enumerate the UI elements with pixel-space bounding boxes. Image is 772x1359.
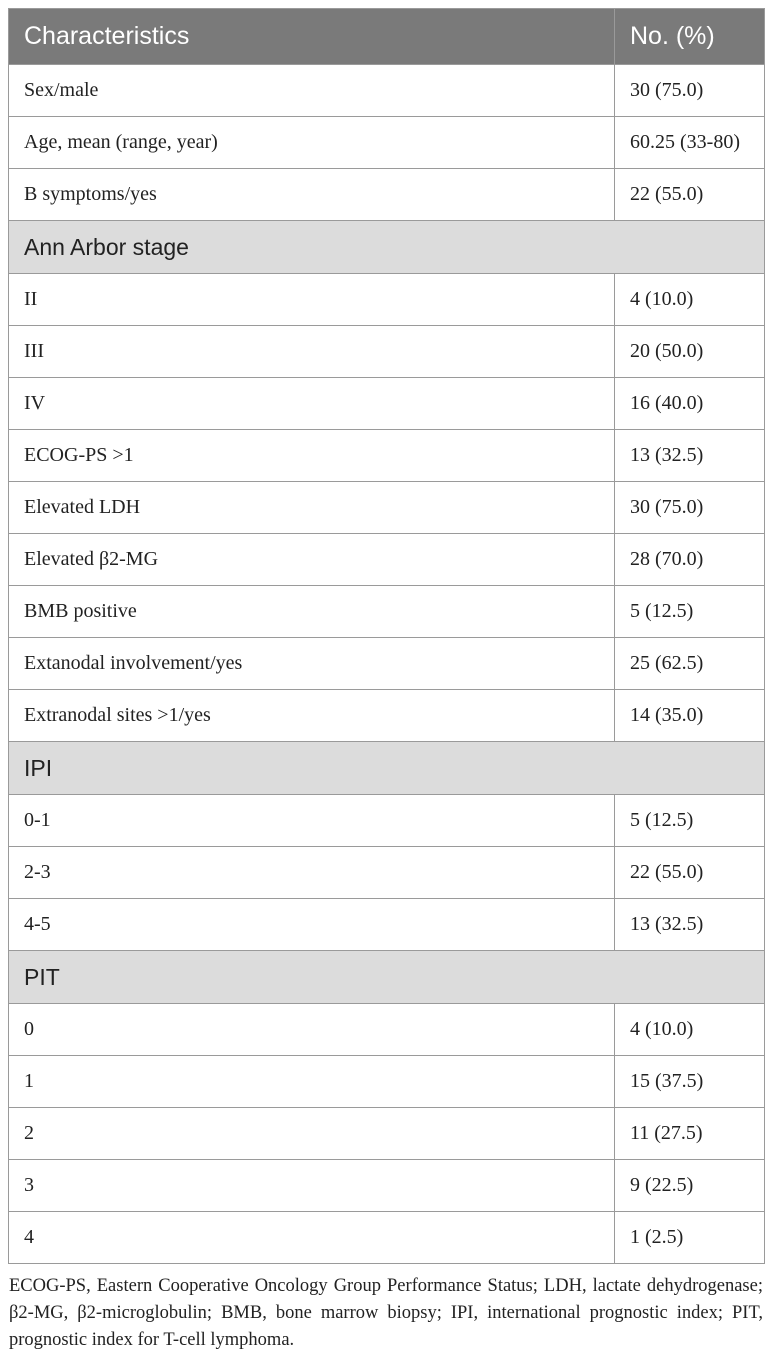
row-label: Elevated LDH <box>9 482 615 534</box>
row-label: 3 <box>9 1160 615 1212</box>
header-characteristics: Characteristics <box>9 9 615 65</box>
row-value: 5 (12.5) <box>615 586 765 638</box>
table-row <box>9 690 765 742</box>
row-label: 4-5 <box>9 899 615 951</box>
row-label: B symptoms/yes <box>9 169 615 221</box>
row-label: Extanodal involvement/yes <box>9 638 615 690</box>
table-row <box>9 169 765 221</box>
row-value: 4 (10.0) <box>615 1004 765 1056</box>
row-value: 30 (75.0) <box>615 65 765 117</box>
row-value: 4 (10.0) <box>615 274 765 326</box>
row-value: 9 (22.5) <box>615 1160 765 1212</box>
table-row <box>9 1212 765 1264</box>
table-row <box>9 586 765 638</box>
table-row <box>9 65 765 117</box>
section-label: IPI <box>9 742 765 795</box>
section-header-row <box>9 221 765 274</box>
row-value: 25 (62.5) <box>615 638 765 690</box>
table-row <box>9 899 765 951</box>
section-header-row <box>9 951 765 1004</box>
table-row <box>9 638 765 690</box>
row-label: Age, mean (range, year) <box>9 117 615 169</box>
row-label: IV <box>9 378 615 430</box>
header-count-percent: No. (%) <box>615 9 765 65</box>
table-row <box>9 326 765 378</box>
row-value: 60.25 (33-80) <box>615 117 765 169</box>
table-row <box>9 795 765 847</box>
section-header-row <box>9 742 765 795</box>
table-row <box>9 534 765 586</box>
section-label: PIT <box>9 951 765 1004</box>
row-label: Sex/male <box>9 65 615 117</box>
table-row <box>9 430 765 482</box>
row-label: 2 <box>9 1108 615 1160</box>
row-value: 13 (32.5) <box>615 899 765 951</box>
row-value: 22 (55.0) <box>615 847 765 899</box>
table-body <box>9 65 765 1264</box>
row-value: 22 (55.0) <box>615 169 765 221</box>
row-label: 0 <box>9 1004 615 1056</box>
table-row <box>9 847 765 899</box>
row-value: 14 (35.0) <box>615 690 765 742</box>
characteristics-table-container <box>8 8 764 1264</box>
section-label: Ann Arbor stage <box>9 221 765 274</box>
row-label: 2-3 <box>9 847 615 899</box>
table-row <box>9 1004 765 1056</box>
row-label: III <box>9 326 615 378</box>
row-label: ECOG-PS >1 <box>9 430 615 482</box>
table-footnote: ECOG-PS, Eastern Cooperative Oncology Group Performance Status; LDH, lactate dehydrogenase; β2-MG, β2-microglobulin; BMB, bone marrow biopsy; IPI, international prognostic index; PIT, prognostic index for T-cell lymphoma. <box>9 1276 763 1350</box>
row-value: 20 (50.0) <box>615 326 765 378</box>
characteristics-table <box>8 8 765 1264</box>
table-row <box>9 1160 765 1212</box>
table-row <box>9 1108 765 1160</box>
row-value: 16 (40.0) <box>615 378 765 430</box>
row-label: Elevated β2-MG <box>9 534 615 586</box>
row-label: 0-1 <box>9 795 615 847</box>
table-header-row <box>9 9 765 65</box>
row-value: 1 (2.5) <box>615 1212 765 1264</box>
row-value: 13 (32.5) <box>615 430 765 482</box>
row-label: BMB positive <box>9 586 615 638</box>
row-value: 30 (75.0) <box>615 482 765 534</box>
table-row <box>9 117 765 169</box>
row-value: 28 (70.0) <box>615 534 765 586</box>
row-label: 1 <box>9 1056 615 1108</box>
row-value: 15 (37.5) <box>615 1056 765 1108</box>
row-label: II <box>9 274 615 326</box>
row-label: Extranodal sites >1/yes <box>9 690 615 742</box>
table-row <box>9 274 765 326</box>
row-label: 4 <box>9 1212 615 1264</box>
table-row <box>9 378 765 430</box>
row-value: 5 (12.5) <box>615 795 765 847</box>
table-row <box>9 482 765 534</box>
row-value: 11 (27.5) <box>615 1108 765 1160</box>
table-row <box>9 1056 765 1108</box>
